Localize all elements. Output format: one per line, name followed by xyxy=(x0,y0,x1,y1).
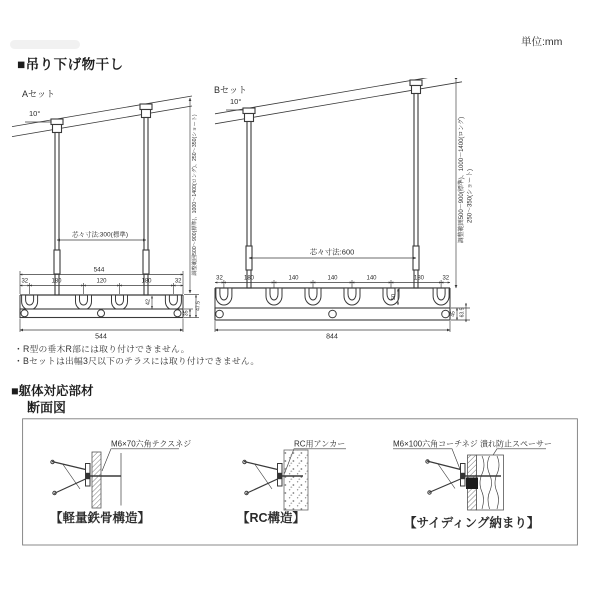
dim-text: 32 xyxy=(216,275,223,282)
spacer-label: 潰れ防止スペーサー xyxy=(480,439,552,449)
set-a-drawing xyxy=(12,89,202,341)
page-title: ■吊り下げ物干し xyxy=(17,57,124,72)
pole-hook xyxy=(266,288,282,305)
siding-caption: 【サイディング納まり】 xyxy=(404,516,540,530)
steel-part-label: M6×70六角テクスネジ xyxy=(111,439,192,449)
dim-text: 180 xyxy=(243,275,255,282)
pole-hook xyxy=(344,288,360,305)
dim-text: 180 xyxy=(51,278,62,285)
pole-hook xyxy=(112,295,128,310)
dim-text: 140 xyxy=(288,275,299,282)
dim-text: 844 xyxy=(326,333,338,341)
crush-prevention-spacer xyxy=(466,478,478,490)
dim-text: 544 xyxy=(95,333,107,341)
note-line-2: ・Bセットは出幅3尺以下のテラスには取り付けできません。 xyxy=(14,356,260,366)
dim-text: 50 xyxy=(391,293,397,301)
bolt-hole xyxy=(98,310,105,317)
pole-hook xyxy=(165,295,181,310)
pole-hook xyxy=(76,295,92,310)
steel-caption: 【軽量鉄骨構造】 xyxy=(50,511,151,525)
bolt-hole xyxy=(329,310,337,318)
set-a-adjust-range-text: 調整範囲500～900(標準)、1000～1400(ロング)、250～350(ショート) xyxy=(192,114,198,276)
set-b-pitch-text: 芯々寸法:600 xyxy=(309,247,355,257)
pole-hook xyxy=(305,288,321,305)
set-b-adjust-range-text-1: 調整範囲500～900(標準)、1000～1400(ロング) xyxy=(459,116,465,244)
dim-text: 45 xyxy=(450,311,457,317)
set-b-mount-bracket xyxy=(243,80,422,122)
siding-screw-label: M6×100六角コーチネジ xyxy=(393,439,478,449)
set-b-side-dimensions xyxy=(451,303,471,322)
set-b-bottom-width-dimension xyxy=(215,321,450,341)
dim-text: 32 xyxy=(442,275,450,282)
screw-head xyxy=(461,473,465,479)
dim-text: 35 xyxy=(183,310,190,317)
set-a-hanger-bar xyxy=(20,295,183,318)
dim-text: 32 xyxy=(174,278,182,285)
anchor-head xyxy=(278,473,282,479)
elevation-drawings xyxy=(0,78,600,380)
dim-text: 140 xyxy=(327,275,338,282)
pole-hook xyxy=(216,288,232,305)
detail-steel-frame xyxy=(50,439,191,526)
set-b-pitch-dimension xyxy=(249,247,416,259)
screw-head xyxy=(86,473,90,479)
scan-artifact xyxy=(10,40,80,49)
rc-part-label: RC用アンカー xyxy=(294,439,346,449)
rc-caption: 【RC構造】 xyxy=(237,511,306,525)
leader-line xyxy=(102,449,179,471)
detail-siding xyxy=(393,439,552,531)
note-line-1: ・R型の垂木R部には取り付けできません。 xyxy=(14,344,190,354)
set-a-pitch-dimension xyxy=(57,230,146,241)
detail-rc xyxy=(237,440,346,526)
set-b-angle: 10° xyxy=(230,97,242,106)
set-b-label: Bセット xyxy=(214,85,248,95)
steel-stud-wall xyxy=(92,452,101,508)
set-b-hanging-rods xyxy=(243,94,419,289)
dim-text: 32 xyxy=(21,278,29,285)
dim-text: 47.5 xyxy=(195,301,202,311)
set-a-segment-dimensions xyxy=(20,278,183,294)
set-b-adjust-range-text-2: 250～350(ショート) xyxy=(467,169,474,223)
set-a-pitch-text: 芯々寸法:300(標準) xyxy=(72,231,128,239)
siding-panel xyxy=(477,455,504,510)
bolt-hole xyxy=(21,310,28,317)
bolt-hole xyxy=(216,310,224,318)
section-title: ■躯体対応部材 xyxy=(11,384,94,398)
pole-hook xyxy=(22,295,38,310)
cross-section-box xyxy=(22,418,578,546)
dim-text: 42 xyxy=(145,298,152,306)
concrete-wall xyxy=(284,450,308,510)
set-a-hook-depth-dimension xyxy=(146,296,153,309)
bolt-hole xyxy=(442,310,450,318)
set-b-hanger-bar xyxy=(215,288,450,320)
set-a-side-dimensions xyxy=(184,295,202,318)
set-b-adjust-range-dimension xyxy=(456,78,474,288)
dim-text: 180 xyxy=(141,278,152,285)
set-a-bottom-width-dimension xyxy=(20,319,183,341)
set-b-drawing xyxy=(214,78,474,341)
set-a-angle: 10° xyxy=(29,109,41,118)
dim-text: 180 xyxy=(413,275,425,282)
pole-hook xyxy=(433,288,449,305)
section-subtitle: 断面図 xyxy=(27,400,67,415)
set-a-adjust-range-dimension xyxy=(190,98,198,293)
set-a-label: Aセット xyxy=(22,89,56,99)
set-a-top-width-text: 544 xyxy=(93,266,105,274)
set-a-mount-bracket xyxy=(51,104,152,133)
dim-text: 140 xyxy=(366,275,377,282)
dim-text: 63.5 xyxy=(459,307,466,318)
bolt-hole xyxy=(174,310,181,317)
dim-text: 120 xyxy=(96,278,107,285)
unit-label: 単位:mm xyxy=(521,36,563,48)
